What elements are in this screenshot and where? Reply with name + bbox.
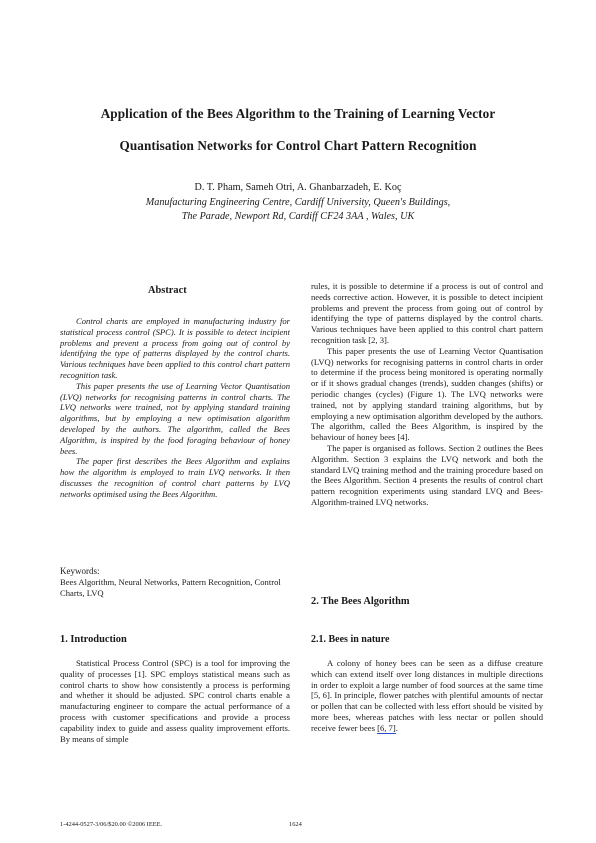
- author-list: D. T. Pham, Sameh Otri, A. Ghanbarzadeh, E. Koç: [194, 182, 402, 193]
- right-paragraph-3: The paper is organised as follows. Section 2 outlines the Bees Algorithm. Section 3 explains the LVQ network and both the standard LVQ training method and the training procedure based on the Bees Algorithm. Section 4 presents the results of control chart pattern recognition experiments using standard LVQ and Bees-Algorithm-trained LVQ networks.: [311, 442, 543, 507]
- keywords-heading: Keywords:: [60, 566, 100, 576]
- intro-body: [60, 658, 290, 744]
- keywords-text: Bees Algorithm, Neural Networks, Pattern Recognition, Control Charts, LVQ: [60, 576, 281, 598]
- abstract-body: [60, 316, 290, 500]
- footer-isbn: 1-4244-0527-3/06/$20.00 ©2006 IEEE.: [60, 821, 163, 828]
- section-2-heading: 2. The Bees Algorithm: [311, 596, 410, 607]
- abstract-paragraph-1: Control charts are employed in manufacturing industry for statistical process control (SPC). It is possible to detect incipient problems and prevent a process from going out of control by identifying the type of patterns displayed by the control charts. Various techniques have been applied to this control chart pattern recognition task.: [60, 316, 290, 380]
- abstract-heading: Abstract: [148, 285, 187, 296]
- title-line-2: Quantisation Networks for Control Chart Pattern Recognition: [119, 138, 477, 153]
- reference-link[interactable]: [6, 7]: [377, 722, 396, 733]
- title-line-1: Application of the Bees Algorithm to the Training of Learning Vector: [100, 106, 496, 121]
- page-number: 1624: [289, 821, 302, 828]
- keywords-block: [60, 566, 290, 598]
- section-2-1-heading: 2.1. Bees in nature: [311, 634, 390, 645]
- abstract-paragraph-2: This paper presents the use of Learning Vector Quantisation (LVQ) networks for recognising patterns in control charts. The LVQ networks were trained, not by applying standard training algorithms, but by employing a new optimisation algorithm developed by the authors. The algorithm, called the Bees Algorithm, is inspired by the food foraging behaviour of honey bees.: [60, 380, 290, 456]
- bees-nature-period: .: [395, 722, 398, 733]
- right-paragraph-1: rules, it is possible to determine if a process is out of control and needs corrective action. However, it is possible to detect incipient problems and prevent the process from going out of control by identifying the type of patterns displayed by the control charts. Various techniques have been applied to this control chart pattern recognition task [2, 3].: [311, 281, 543, 345]
- abstract-paragraph-3: The paper first describes the Bees Algorithm and explains how the algorithm is employed to train LVQ networks. It then discusses the recognition of control chart patterns by LVQ networks optimised using the Bees Algorithm.: [60, 456, 290, 499]
- bees-nature-text: A colony of honey bees can be seen as a diffuse creature which can extend itself over long distances in multiple directions in order to exploit a large number of food sources at the same time [5, 6]. In principle, flower patches with plentiful amounts of nectar or pollen that can be collected with less effort should be visited by more bees, whereas patches with less nectar or pollen should receive fewer bees: [311, 658, 543, 733]
- bees-nature-paragraph: [311, 658, 543, 734]
- right-paragraph-2: This paper presents the use of Learning Vector Quantisation (LVQ) networks for recognising patterns in control charts in order to determine if the process being monitored is operating normally or if it shows gradual changes (trends), sudden changes (shifts) or periodic changes (cycles) (Figure 1). The LVQ networks were trained, not by applying standard training algorithms, but by employing a new optimisation algorithm developed by the authors. The algorithm, called the Bees Algorithm, is inspired by the behaviour of honey bees [4].: [311, 345, 543, 443]
- affiliation-line-2: The Parade, Newport Rd, Cardiff CF24 3AA , Wales, UK: [181, 211, 415, 222]
- intro-paragraph-1: Statistical Process Control (SPC) is a tool for improving the quality of processes [1]. SPC employs statistical means such as control charts to show how consistently a process is performing and whether it should be adjusted. SPC control charts enable a manufacturing engineer to compare the actual performance of a process with customer specifications and provide a process capability index to guide and assess quality improvement efforts. By means of simple: [60, 658, 290, 744]
- right-column-body: [311, 281, 543, 508]
- affiliation-line-1: Manufacturing Engineering Centre, Cardiff University, Queen's Buildings,: [145, 197, 451, 208]
- section-1-heading: 1. Introduction: [60, 634, 127, 645]
- bees-nature-body: [311, 658, 543, 734]
